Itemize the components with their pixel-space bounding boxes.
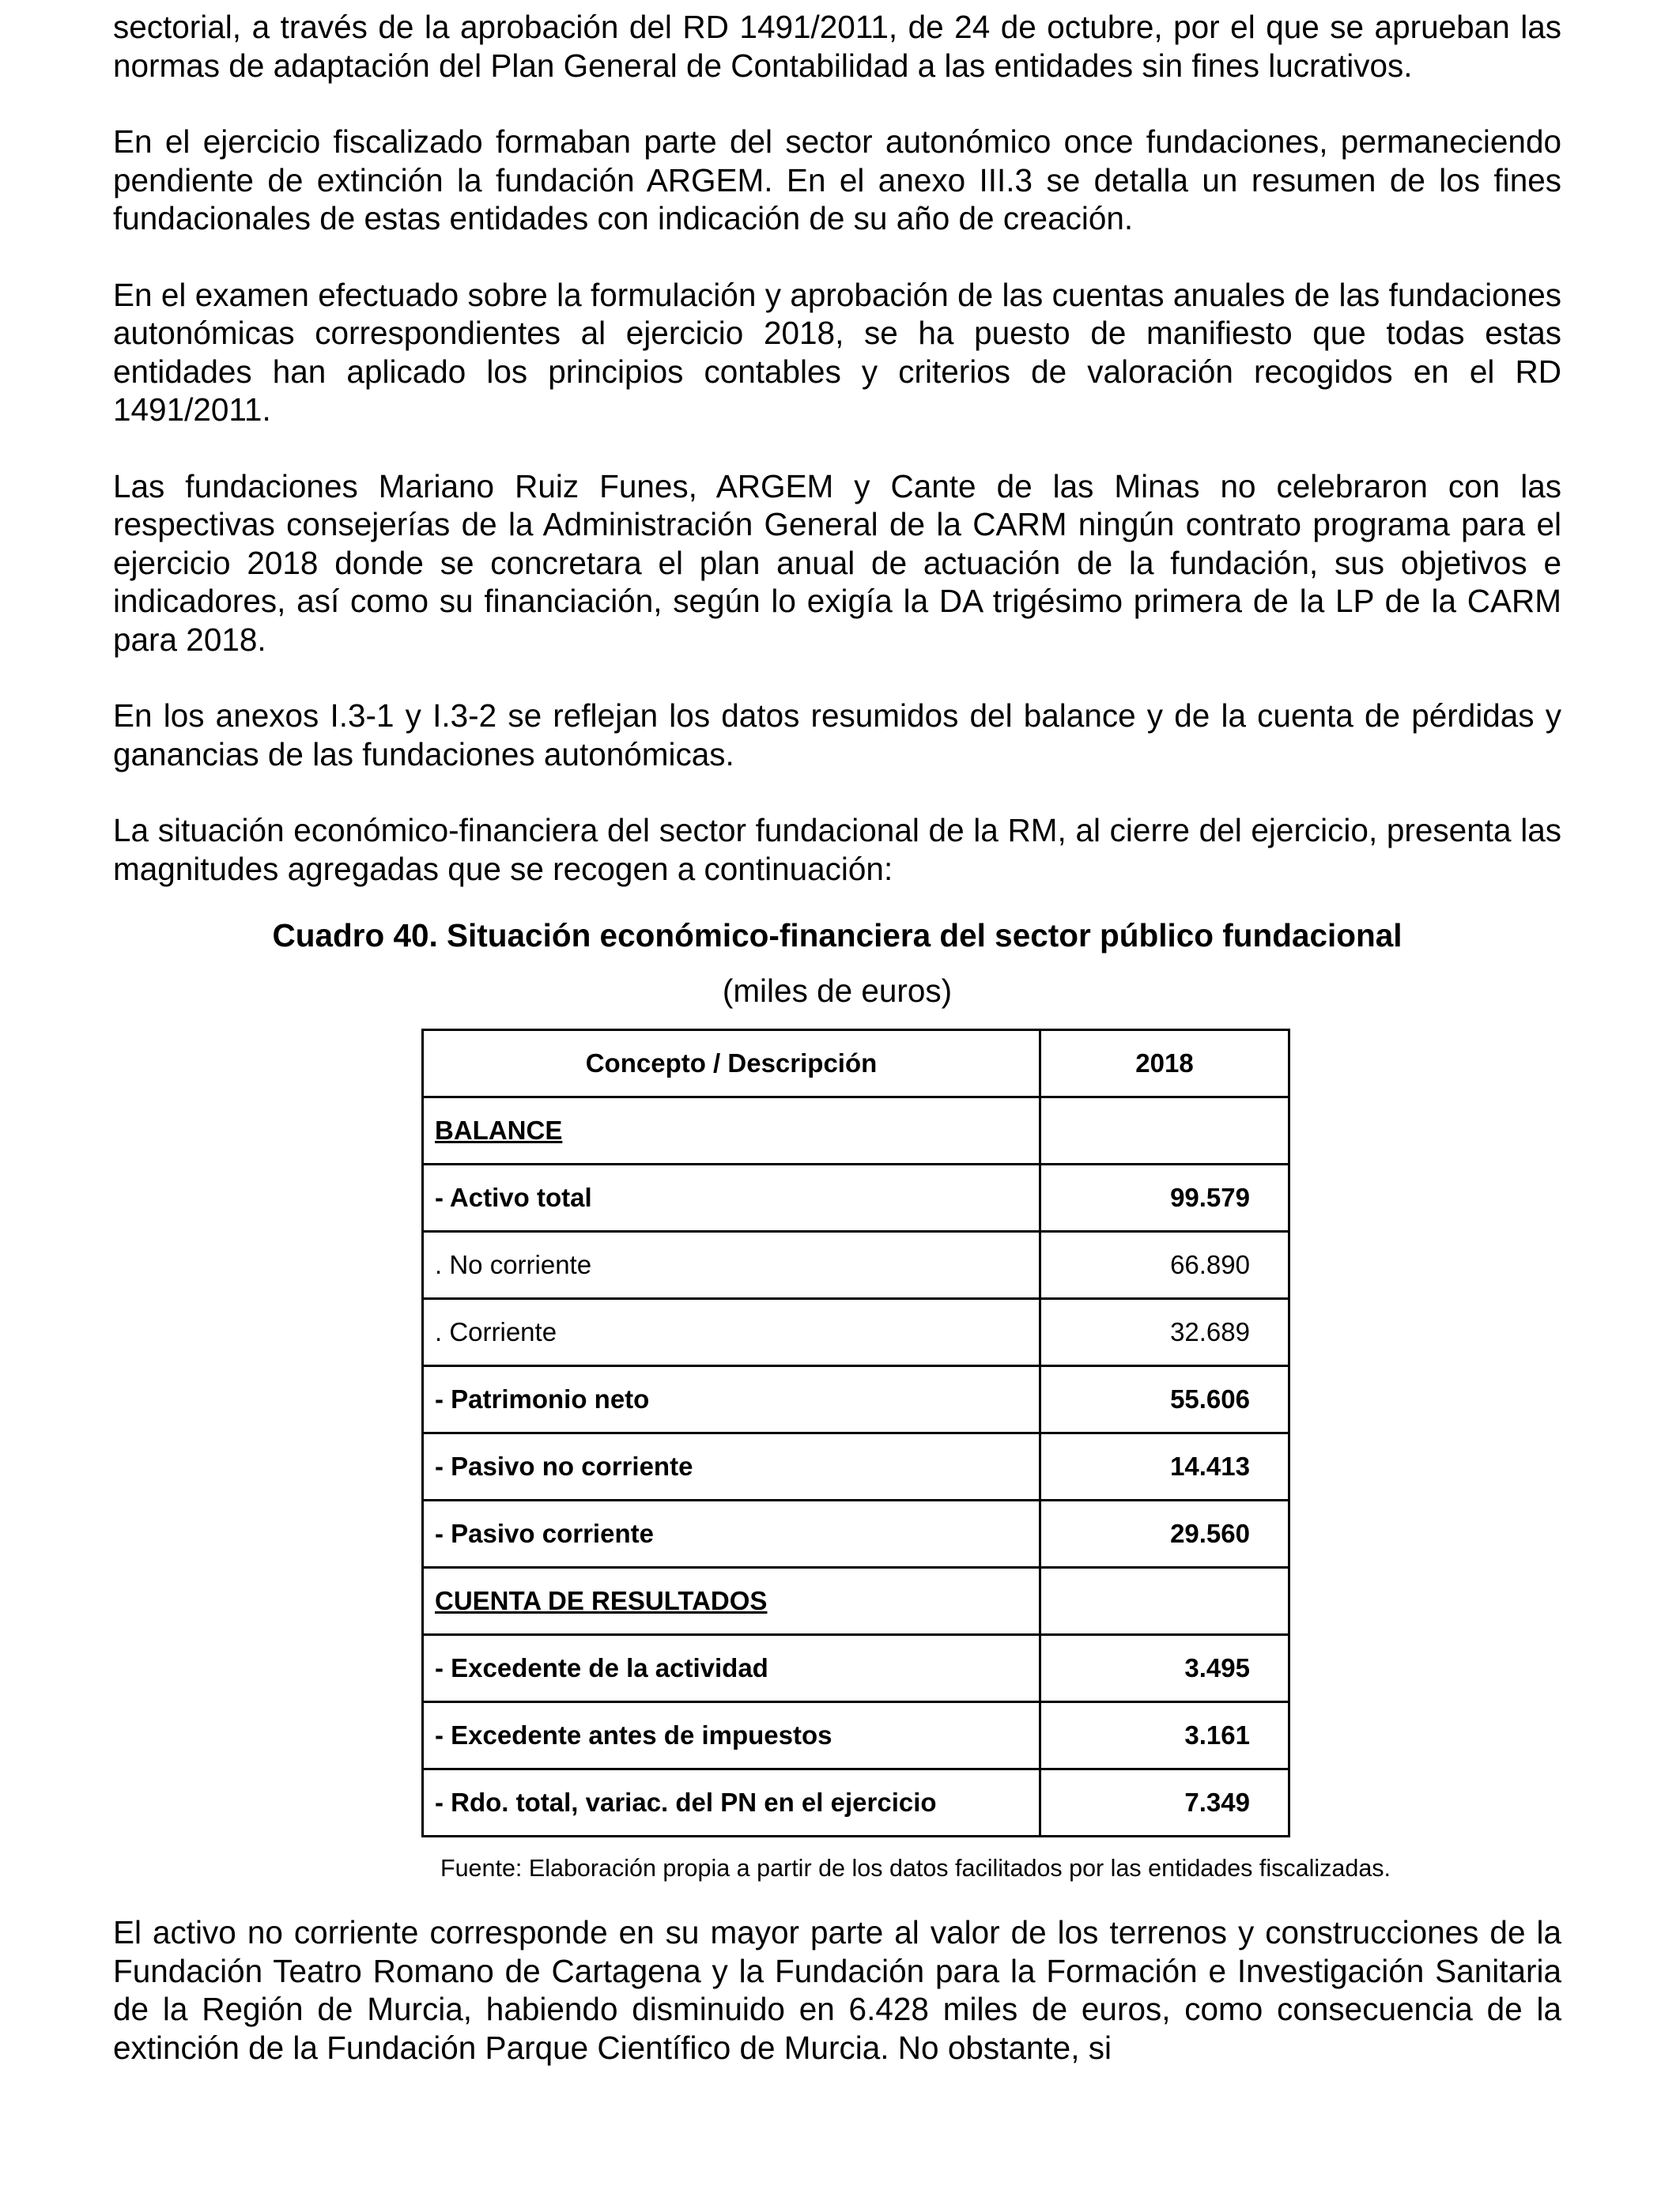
paragraph: En el ejercicio fiscalizado formaban parte del sector autonómico once fundaciones, permaneciendo pendiente de extinción la fundación ARGEM. En el anexo III.3 se detalla un resumen de los fines fundacionales de estas entidades con indicación de su año de creación. bbox=[113, 123, 1561, 236]
table-row bbox=[423, 1635, 1289, 1702]
table-row bbox=[423, 1568, 1289, 1635]
cell-value: 32.689 bbox=[1040, 1299, 1289, 1366]
cell-value: 99.579 bbox=[1040, 1165, 1289, 1232]
table-row bbox=[423, 1366, 1289, 1433]
column-header-concepto: Concepto / Descripción bbox=[423, 1030, 1040, 1097]
cell-value: 29.560 bbox=[1040, 1501, 1289, 1568]
table-row bbox=[423, 1097, 1289, 1165]
table-row bbox=[423, 1769, 1289, 1837]
paragraph: La situación económico-financiera del sector fundacional de la RM, al cierre del ejercicio, presenta las magnitudes agregadas que se recogen a continuación: bbox=[113, 812, 1561, 887]
row-label: - Excedente antes de impuestos bbox=[423, 1702, 1040, 1769]
row-label: - Pasivo no corriente bbox=[423, 1433, 1040, 1501]
paragraph: Las fundaciones Mariano Ruiz Funes, ARGEM y Cante de las Minas no celebraron con las respectivas consejerías de la Administración General de la CARM ningún contrato programa para el ejercicio 2018 donde se concretara el plan anual de actuación de la fundación, sus objetivos e indicadores, así como su financiación, según lo exigía la DA trigésimo primera de la LP de la CARM para 2018. bbox=[113, 467, 1561, 658]
cell-value: 3.495 bbox=[1040, 1635, 1289, 1702]
cell-value: 55.606 bbox=[1040, 1366, 1289, 1433]
cell-value: 66.890 bbox=[1040, 1232, 1289, 1299]
table-row bbox=[423, 1501, 1289, 1568]
table-row bbox=[423, 1165, 1289, 1232]
section-label: CUENTA DE RESULTADOS bbox=[423, 1568, 1040, 1635]
row-label: - Activo total bbox=[423, 1165, 1040, 1232]
column-header-year: 2018 bbox=[1040, 1030, 1289, 1097]
row-label: . Corriente bbox=[423, 1299, 1040, 1366]
cell-value: 14.413 bbox=[1040, 1433, 1289, 1501]
paragraph: En el examen efectuado sobre la formulación y aprobación de las cuentas anuales de las fundaciones autonómicas correspondientes al ejercicio 2018, se ha puesto de manifiesto que todas estas entidades han aplicado los principios contables y criterios de valoración recogidos en el RD 1491/2011. bbox=[113, 276, 1561, 428]
table-header-row bbox=[423, 1030, 1289, 1097]
table-row bbox=[423, 1299, 1289, 1366]
paragraph: En los anexos I.3-1 y I.3-2 se reflejan los datos resumidos del balance y de la cuenta de pérdidas y ganancias de las fundaciones autonómicas. bbox=[113, 697, 1561, 772]
paragraph: sectorial, a través de la aprobación del RD 1491/2011, de 24 de octubre, por el que se aprueban las normas de adaptación del Plan General de Contabilidad a las entidades sin fines lucrativos. bbox=[113, 9, 1561, 84]
cell-value bbox=[1040, 1097, 1289, 1165]
row-label: - Pasivo corriente bbox=[423, 1501, 1040, 1568]
financial-table bbox=[421, 1029, 1290, 1837]
table-caption: Cuadro 40. Situación económico-financiera del sector público fundacional bbox=[272, 917, 1403, 954]
table-row bbox=[423, 1702, 1289, 1769]
document-page bbox=[113, 8, 1561, 2067]
row-label: - Excedente de la actividad bbox=[423, 1635, 1040, 1702]
table-units: (miles de euros) bbox=[722, 972, 953, 1009]
row-label: - Patrimonio neto bbox=[423, 1366, 1040, 1433]
table-row bbox=[423, 1232, 1289, 1299]
table-source-note: Fuente: Elaboración propia a partir de los datos facilitados por las entidades fiscalizadas. bbox=[440, 1855, 1391, 1882]
table-row bbox=[423, 1433, 1289, 1501]
paragraph: El activo no corriente corresponde en su mayor parte al valor de los terrenos y construcciones de la Fundación Teatro Romano de Cartagena y la Fundación para la Formación e Investigación Sanitaria de la Región de Murcia, habiendo disminuido en 6.428 miles de euros, como consecuencia de la extinción de la Fundación Parque Científico de Murcia. No obstante, si bbox=[113, 1914, 1561, 2066]
section-label: BALANCE bbox=[423, 1097, 1040, 1165]
cell-value: 3.161 bbox=[1040, 1702, 1289, 1769]
row-label: . No corriente bbox=[423, 1232, 1040, 1299]
row-label: - Rdo. total, variac. del PN en el ejercicio bbox=[423, 1769, 1040, 1837]
cell-value: 7.349 bbox=[1040, 1769, 1289, 1837]
cell-value bbox=[1040, 1568, 1289, 1635]
